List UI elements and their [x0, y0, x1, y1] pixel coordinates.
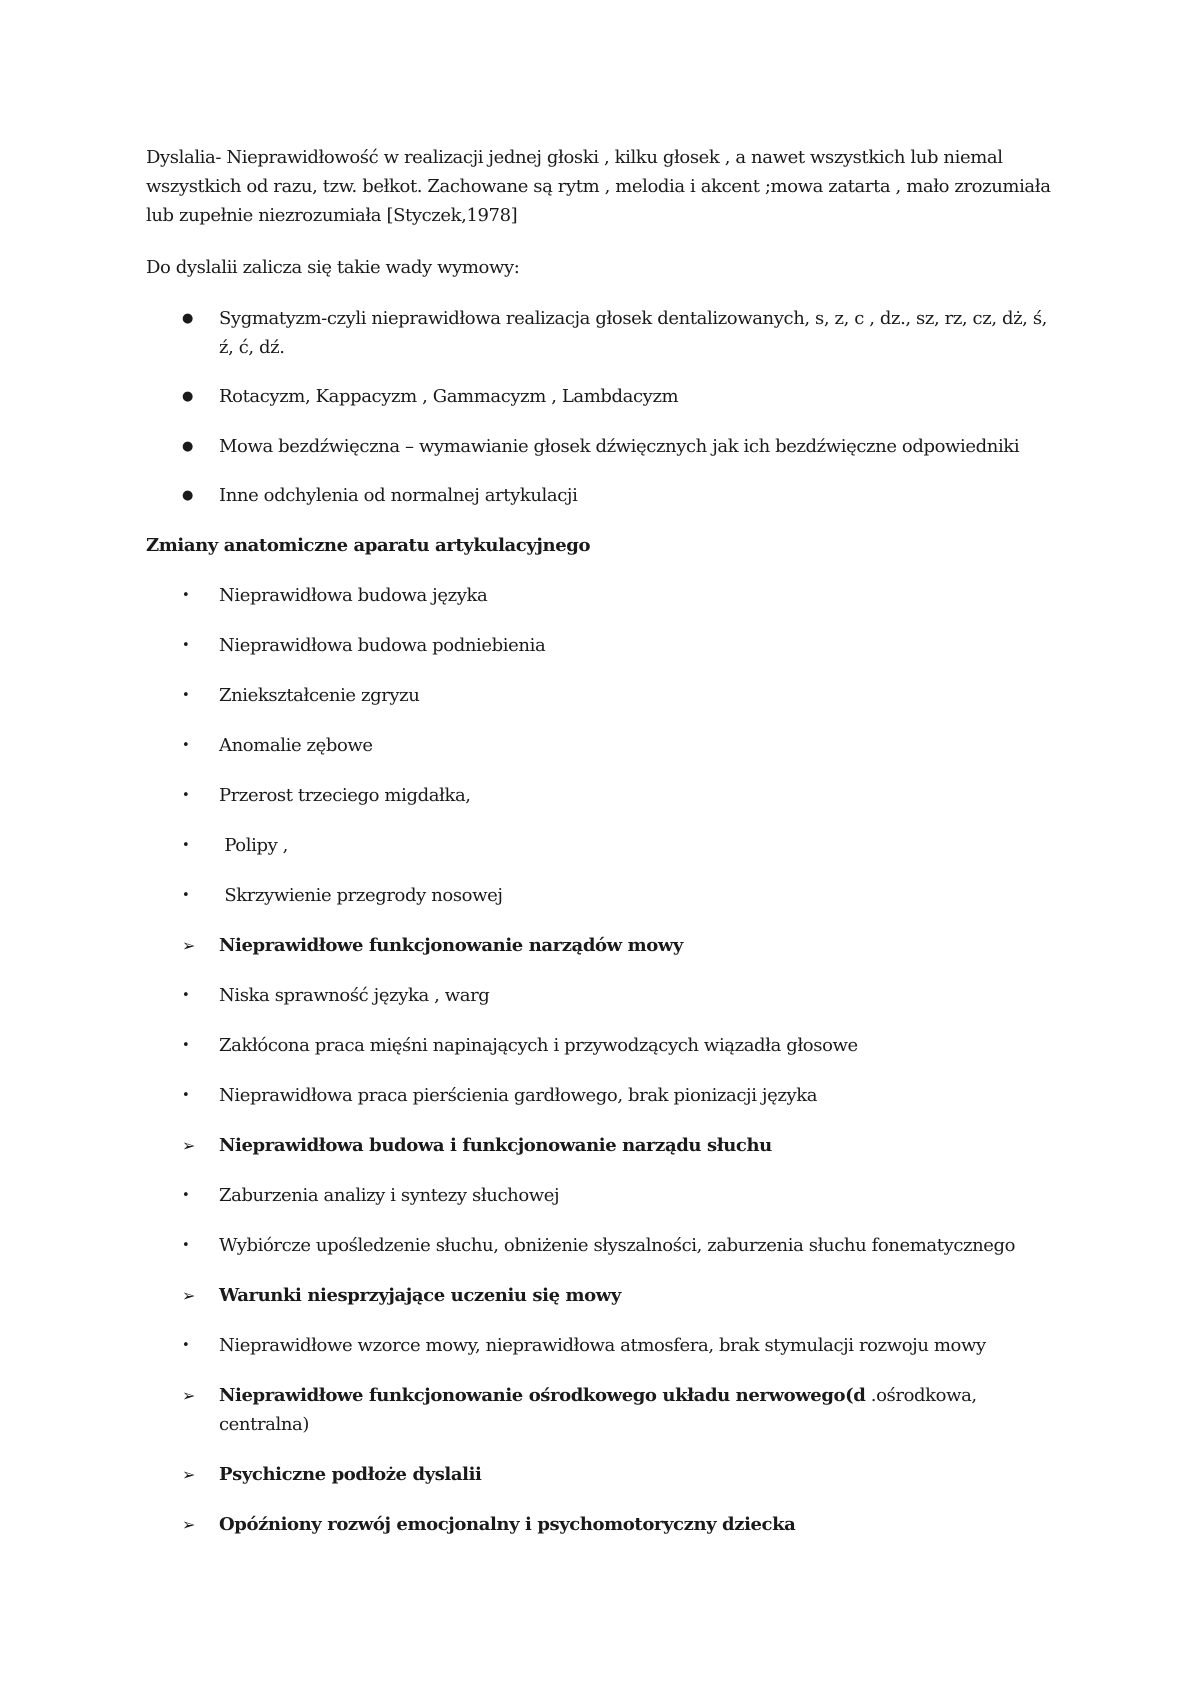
dyslalia-types-heading: Do dyslalii zalicza się takie wady wymowy: — [146, 257, 520, 278]
list-item-text: Przerost trzeciego migdałka, — [219, 785, 471, 806]
arrow-bullet-icon: ➢ — [182, 1286, 196, 1305]
list-item-text: Inne odchylenia od normalnej artykulacji — [219, 485, 578, 506]
arrow-bullet-icon: ➢ — [182, 1515, 196, 1534]
bullet-icon: • — [182, 1088, 190, 1103]
psych-heading: Psychiczne podłoże dyslalii — [219, 1464, 482, 1485]
list-item-text: Nieprawidłowa budowa języka — [219, 585, 488, 606]
list-item-text: Nieprawidłowe wzorce mowy, nieprawidłowa atmosfera, brak stymulacji rozwoju mowy — [219, 1335, 986, 1356]
bullet-icon: • — [182, 1238, 190, 1253]
intro-paragraph: Dyslalia- Nieprawidłowość w realizacji jednej głoski , kilku głosek , a nawet wszystkich lub niemal wszystkich od razu, tzw. bełkot. Zachowane są rytm , melodia i akcent ;mowa zatarta , mało zrozumiała lub zupełnie niezrozumiała [Styczek,1978] — [146, 147, 1051, 226]
bullet-icon: • — [182, 688, 190, 703]
bullet-icon: • — [182, 888, 190, 903]
list-item-text: Sygmatyzm-czyli nieprawidłowa realizacja głosek dentalizowanych, s, z, c , dz., sz, rz, cz, dż, ś, ź, ć, dź. — [219, 308, 1047, 358]
bullet-icon: • — [182, 638, 190, 653]
bullet-icon: • — [182, 988, 190, 1003]
bullet-icon: • — [182, 588, 190, 603]
bullet-icon: • — [182, 788, 190, 803]
cns-heading — [219, 1381, 1059, 1439]
bullet-icon: ● — [182, 389, 193, 404]
hearing-heading: Nieprawidłowa budowa i funkcjonowanie narządu słuchu — [219, 1135, 772, 1156]
arrow-bullet-icon: ➢ — [182, 936, 196, 955]
cns-heading-rest: .ośrodkowa, centralna) — [219, 1385, 977, 1435]
bullet-icon: • — [182, 1338, 190, 1353]
list-item-text: Wybiórcze upośledzenie słuchu, obniżenie słyszalności, zaburzenia słuchu fonematycznego — [219, 1235, 1016, 1256]
list-item-text: Skrzywienie przegrody nosowej — [219, 885, 503, 906]
list-item-text: Nieprawidłowa budowa podniebienia — [219, 635, 546, 656]
list-item-text: Zniekształcenie zgryzu — [219, 685, 420, 706]
bullet-icon: • — [182, 1038, 190, 1053]
cns-heading-bold: Nieprawidłowe funkcjonowanie ośrodkowego układu nerwowego(d — [219, 1385, 866, 1406]
function-heading: Nieprawidłowe funkcjonowanie narządów mowy — [219, 935, 683, 956]
list-item-text: Polipy , — [219, 835, 288, 856]
list-item-text: Zakłócona praca mięśni napinających i przywodzących wiązadła głosowe — [219, 1035, 858, 1056]
anatomy-heading: Zmiany anatomiczne aparatu artykulacyjnego — [146, 535, 591, 556]
arrow-bullet-icon: ➢ — [182, 1136, 196, 1155]
bullet-icon: ● — [182, 311, 193, 326]
list-item-text: Zaburzenia analizy i syntezy słuchowej — [219, 1185, 560, 1206]
conditions-heading: Warunki niesprzyjające uczeniu się mowy — [219, 1285, 621, 1306]
bullet-icon: • — [182, 1188, 190, 1203]
list-item-text: Mowa bezdźwięczna – wymawianie głosek dźwięcznych jak ich bezdźwięczne odpowiedniki — [219, 436, 1020, 457]
bullet-icon: • — [182, 838, 190, 853]
bullet-icon: ● — [182, 439, 193, 454]
list-item-text: Nieprawidłowa praca pierścienia gardłowego, brak pionizacji języka — [219, 1085, 818, 1106]
bullet-icon: • — [182, 738, 190, 753]
delay-heading: Opóźniony rozwój emocjonalny i psychomotoryczny dziecka — [219, 1514, 796, 1535]
bullet-icon: ● — [182, 488, 193, 503]
arrow-bullet-icon: ➢ — [182, 1386, 196, 1405]
list-item-text: Rotacyzm, Kappacyzm , Gammacyzm , Lambdacyzm — [219, 386, 679, 407]
list-item-text: Anomalie zębowe — [219, 735, 373, 756]
arrow-bullet-icon: ➢ — [182, 1465, 196, 1484]
list-item-text: Niska sprawność języka , warg — [219, 985, 490, 1006]
